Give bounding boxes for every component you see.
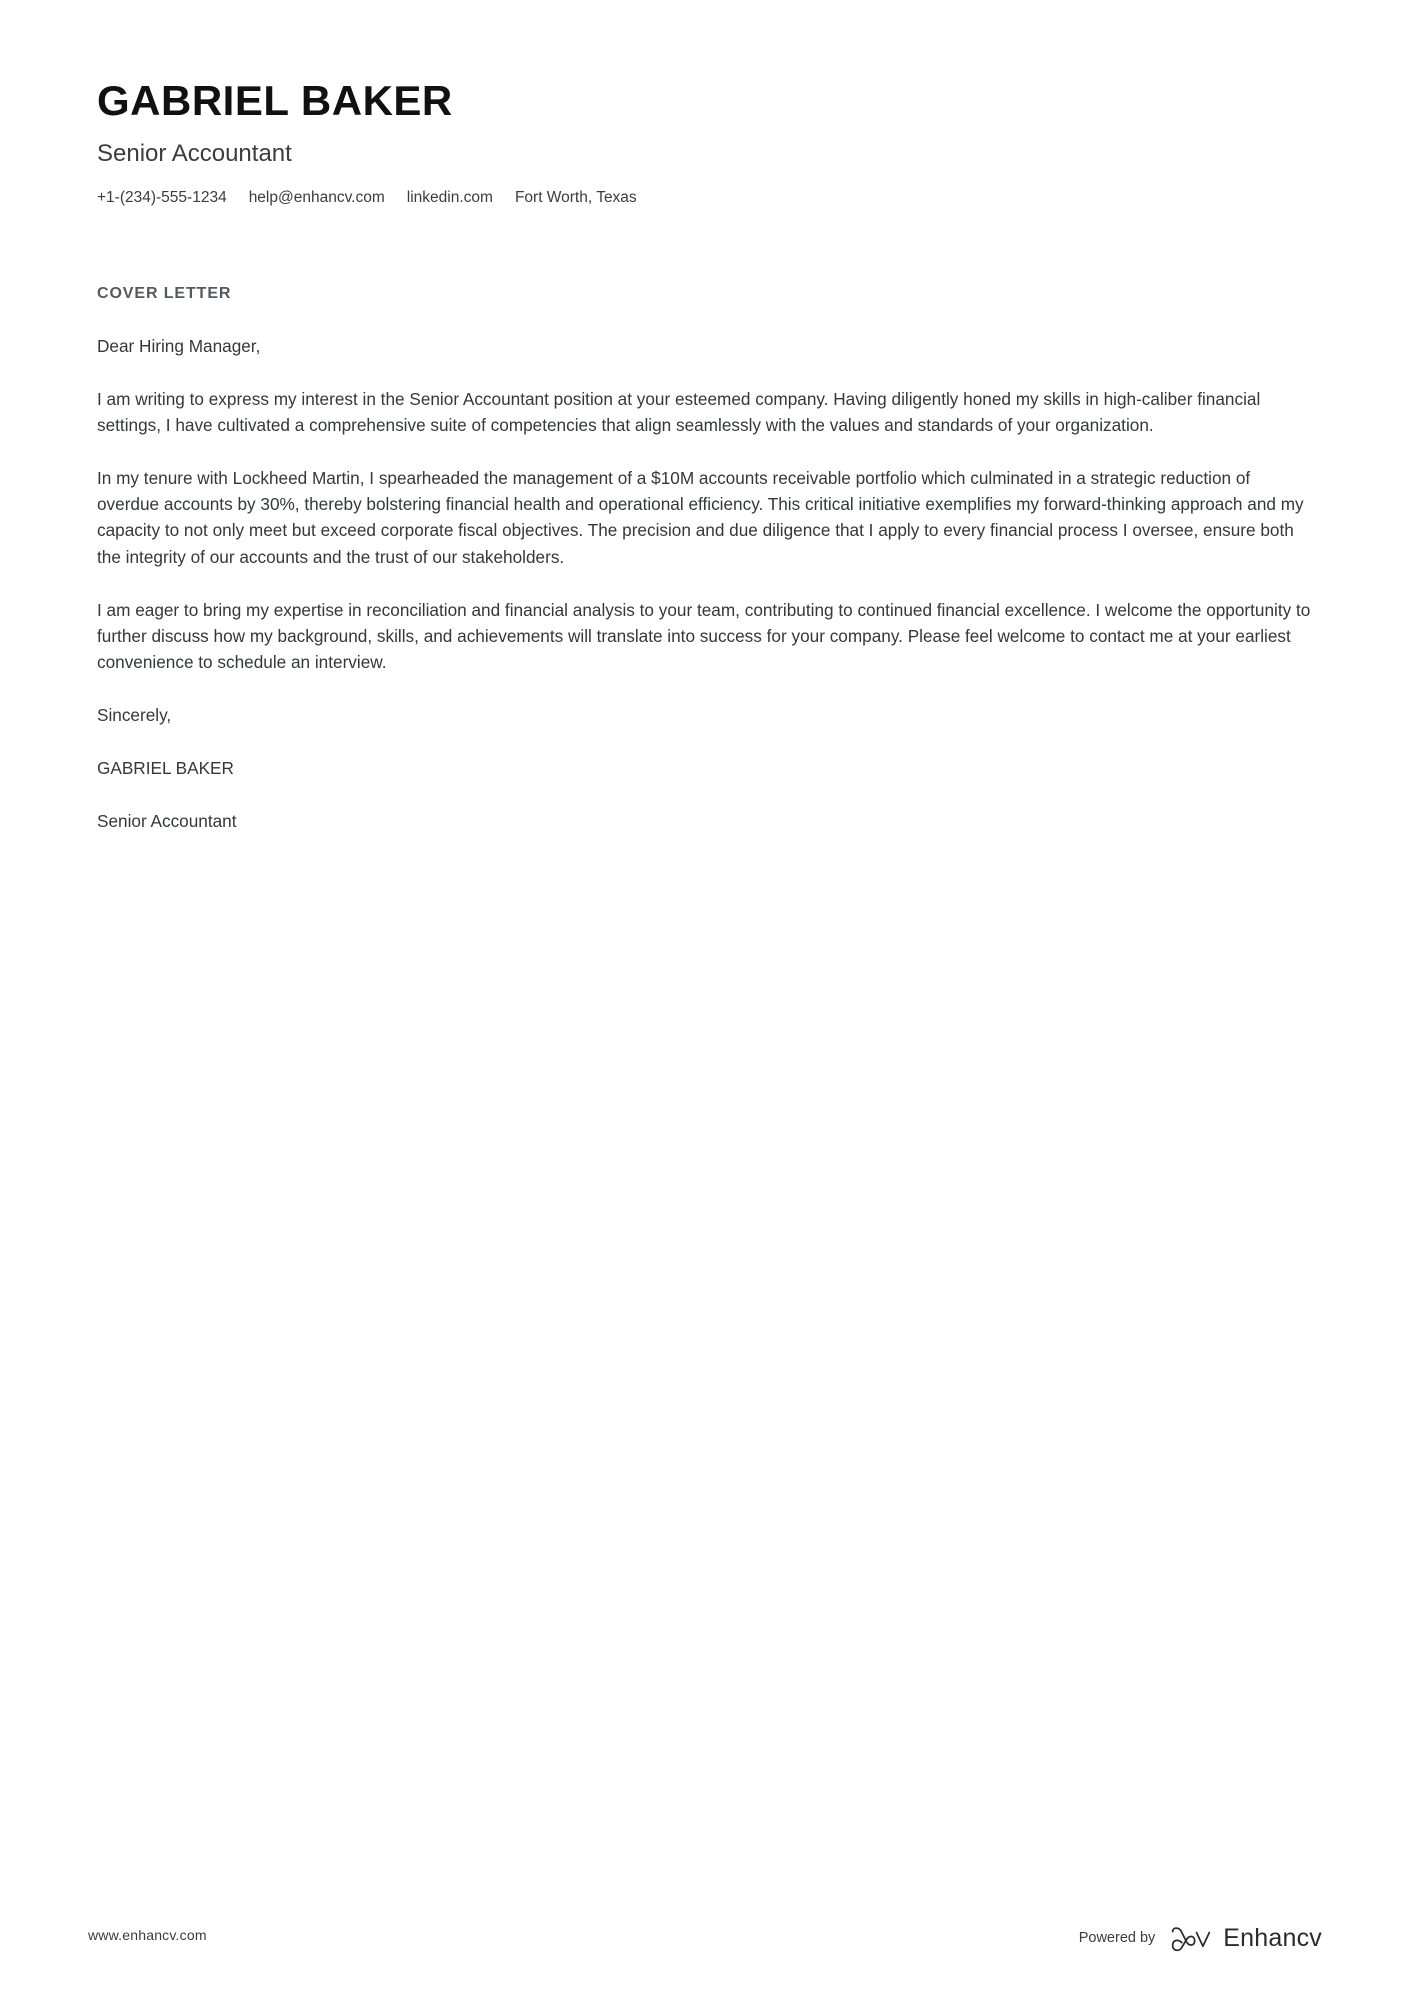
footer-website[interactable]: www.enhancv.com xyxy=(88,1927,207,1943)
letter-paragraph-2: In my tenure with Lockheed Martin, I spearheaded the management of a $10M accounts receivable portfolio which culminated in a strategic reduction of overdue accounts by 30%, thereby bolstering financial health and operational efficiency. This critical initiative exemplifies my forward-thinking approach and my capacity to not only meet but exceed corporate fiscal objectives. The precision and due diligence that I apply to every financial process I oversee, ensure both the integrity of our accounts and the trust of our stakeholders. xyxy=(97,468,1304,567)
letter-salutation: Dear Hiring Manager, xyxy=(97,335,261,356)
letter-paragraph-1: I am writing to express my interest in the Senior Accountant position at your esteemed company. Having diligently honed my skills in high-caliber financial settings, I have cultivated a comprehensive suite of competencies that align seamlessly with the values and standards of your organization. xyxy=(97,388,1261,435)
section-title-cover-letter: COVER LETTER xyxy=(97,284,232,302)
contact-location: Fort Worth, Texas xyxy=(514,188,637,206)
enhancv-brand[interactable] xyxy=(1169,1923,1322,1953)
contact-linkedin[interactable]: linkedin.com xyxy=(406,188,493,206)
letter-signature-title: Senior Accountant xyxy=(97,811,237,832)
footer-branding xyxy=(1079,1923,1322,1953)
contact-phone: +1-(234)-555-1234 xyxy=(97,188,227,206)
letter-signature-name: GABRIEL BAKER xyxy=(97,758,234,779)
page-footer xyxy=(0,1875,1410,1995)
enhancv-logo-icon xyxy=(1169,1923,1213,1953)
letter-body xyxy=(97,333,1313,835)
powered-by-label: Powered by xyxy=(1078,1930,1156,1946)
enhancv-brand-name: Enhancv xyxy=(1223,1923,1322,1952)
letter-paragraph-3: I am eager to bring my expertise in reconciliation and financial analysis to your team, contributing to continued financial excellence. I welcome the opportunity to further discuss how my background, skills, and achievements will translate into success for your company. Please feel welcome to contact me at your earliest convenience to schedule an interview. xyxy=(97,599,1311,672)
document-content xyxy=(97,78,1313,862)
page-title: GABRIEL BAKER xyxy=(97,77,453,124)
job-title: Senior Accountant xyxy=(97,140,292,168)
contact-info xyxy=(97,187,1313,209)
letter-closing: Sincerely, xyxy=(97,705,172,726)
contact-email[interactable]: help@enhancv.com xyxy=(248,188,385,206)
